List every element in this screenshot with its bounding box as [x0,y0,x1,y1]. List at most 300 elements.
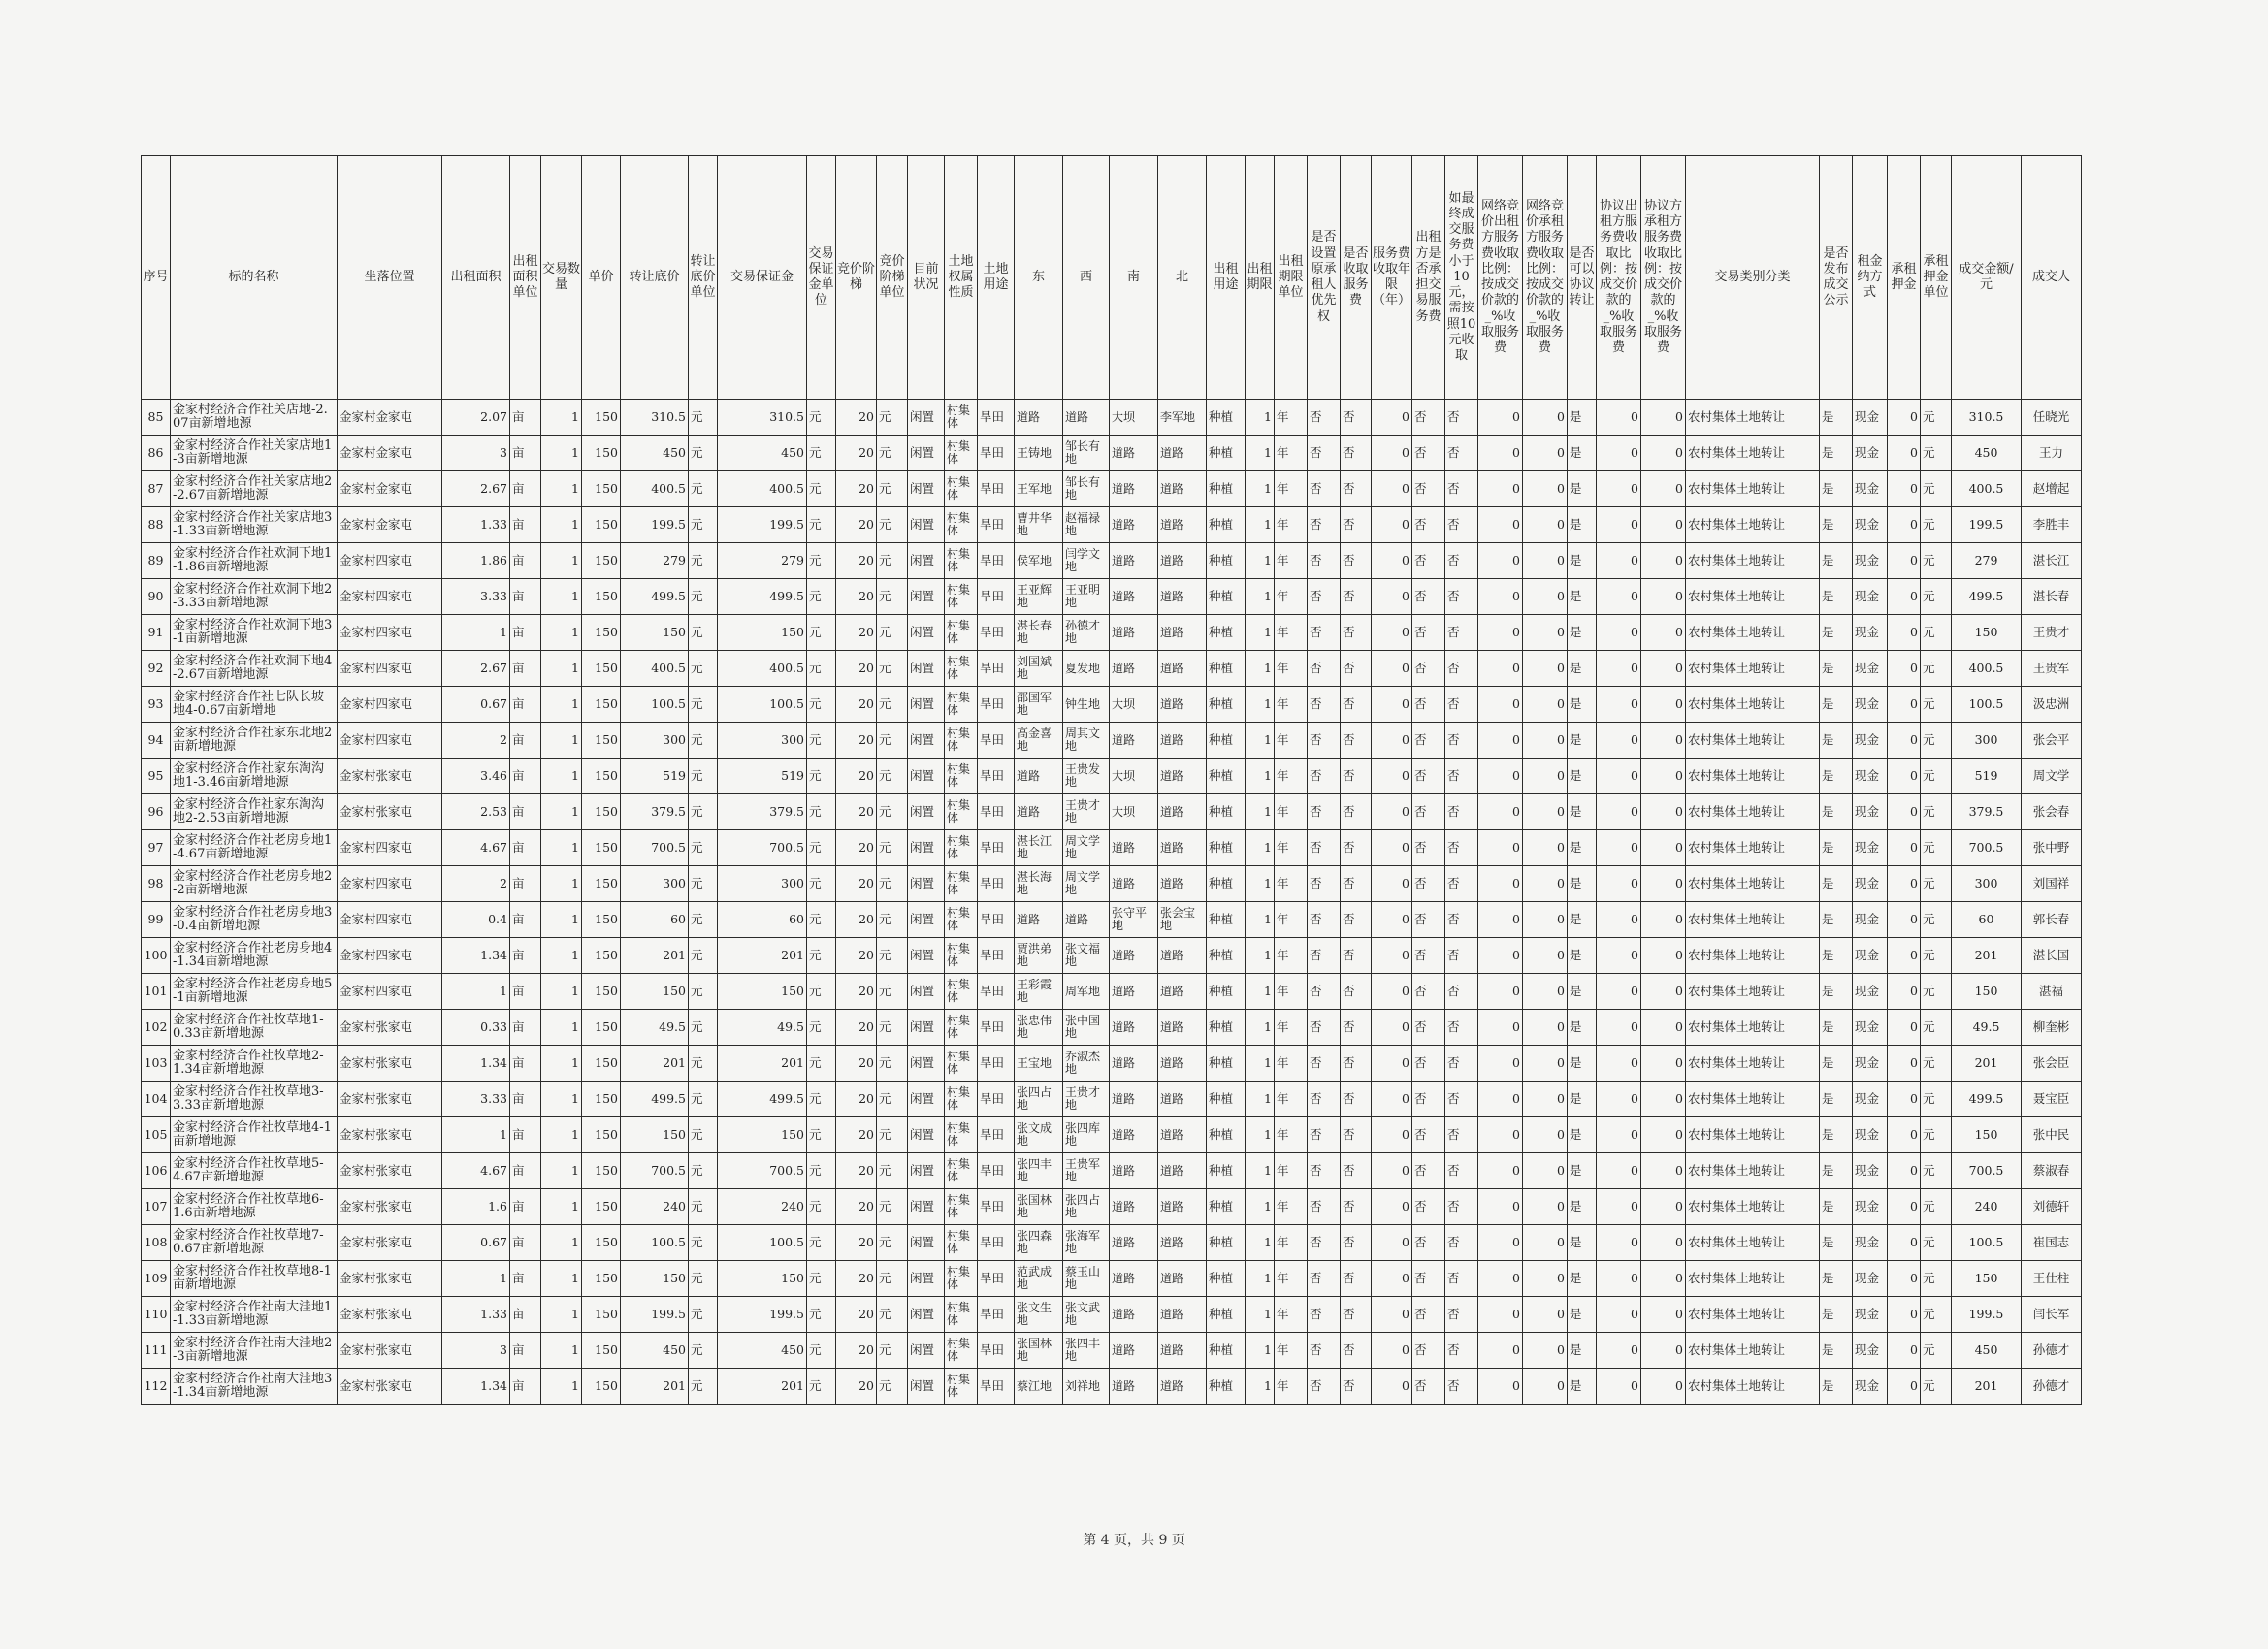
cell-north: 道路 [1158,830,1207,866]
cell-deposit-unit: 元 [807,866,836,902]
cell-area-unit: 亩 [510,507,541,543]
cell-deposit-amount: 0 [1888,938,1921,974]
cell-unit-price: 150 [582,651,621,687]
cell-name: 金家村经济合作社家东淘沟地1-3.46亩新增地源 [171,759,338,794]
cell-base-price: 300 [621,866,689,902]
cell-base-price-unit: 元 [689,1189,718,1225]
cell-category: 农村集体土地转让 [1686,1010,1820,1046]
cell-name: 金家村经济合作社七队长坡地4-0.67亩新增地 [171,687,338,723]
cell-east: 张国林地 [1015,1189,1063,1225]
cell-agreement-lessee-ratio: 0 [1641,400,1686,436]
cell-lease-term: 1 [1246,723,1275,759]
cell-buyer: 张会春 [2022,794,2082,830]
cell-lease-term-unit: 年 [1275,723,1308,759]
cell-ownership: 村集体 [945,615,978,651]
cell-buyer: 刘德轩 [2022,1189,2082,1225]
cell-south: 道路 [1110,1153,1158,1189]
cell-land-use: 旱田 [978,651,1015,687]
cell-land-use: 旱田 [978,1189,1015,1225]
cell-service-fee: 否 [1341,687,1372,723]
header-online-lessee-ratio: 网络竞价承租方服务费收取比例：按成交价款的_%收取服务费 [1523,156,1568,400]
cell-deal-amount: 199.5 [1952,1297,2022,1333]
cell-fee-years: 0 [1372,507,1412,543]
cell-tenant-priority: 否 [1308,1297,1341,1333]
cell-agreement-transfer: 是 [1568,436,1597,471]
cell-base-price: 49.5 [621,1010,689,1046]
cell-bid-step: 20 [836,902,877,938]
cell-min-fee: 否 [1445,759,1478,794]
cell-lease-term: 1 [1246,1153,1275,1189]
cell-agreement-transfer: 是 [1568,794,1597,830]
cell-lessor-fee: 否 [1412,1189,1445,1225]
cell-category: 农村集体土地转让 [1686,436,1820,471]
table-row [142,1153,2082,1189]
cell-status: 闲置 [908,1010,945,1046]
cell-status: 闲置 [908,1261,945,1297]
cell-deposit-unit: 元 [807,400,836,436]
cell-tenant-priority: 否 [1308,938,1341,974]
cell-agreement-lessee-ratio: 0 [1641,1082,1686,1117]
cell-lease-term: 1 [1246,1117,1275,1153]
cell-base-price-unit: 元 [689,1010,718,1046]
cell-base-price-unit: 元 [689,759,718,794]
cell-category: 农村集体土地转让 [1686,651,1820,687]
cell-tenant-priority: 否 [1308,1333,1341,1369]
cell-area: 0.67 [442,687,510,723]
cell-buyer: 蔡淑春 [2022,1153,2082,1189]
cell-lease-use: 种植 [1207,723,1246,759]
cell-west: 周军地 [1063,974,1110,1010]
cell-unit-price: 150 [582,1082,621,1117]
cell-agreement-lessor-ratio: 0 [1597,723,1641,759]
cell-west: 张文武地 [1063,1297,1110,1333]
cell-base-price-unit: 元 [689,579,718,615]
cell-category: 农村集体土地转让 [1686,866,1820,902]
cell-online-lessee-ratio: 0 [1523,759,1568,794]
cell-agreement-transfer: 是 [1568,866,1597,902]
cell-deposit-unit: 元 [807,1010,836,1046]
cell-north: 道路 [1158,1297,1207,1333]
cell-area: 2 [442,866,510,902]
cell-service-fee: 否 [1341,1225,1372,1261]
cell-agreement-lessee-ratio: 0 [1641,974,1686,1010]
cell-quantity: 1 [541,1117,582,1153]
cell-base-price-unit: 元 [689,866,718,902]
header-base-price: 转让底价 [621,156,689,400]
cell-service-fee: 否 [1341,543,1372,579]
cell-fee-years: 0 [1372,1261,1412,1297]
cell-base-price-unit: 元 [689,1333,718,1369]
cell-service-fee: 否 [1341,866,1372,902]
cell-min-fee: 否 [1445,615,1478,651]
cell-fee-years: 0 [1372,651,1412,687]
cell-publish-result: 是 [1820,1369,1853,1405]
cell-status: 闲置 [908,759,945,794]
cell-agreement-lessor-ratio: 0 [1597,902,1641,938]
cell-area-unit: 亩 [510,830,541,866]
cell-ownership: 村集体 [945,543,978,579]
cell-deposit-amount: 0 [1888,1117,1921,1153]
cell-lease-use: 种植 [1207,507,1246,543]
table-row [142,1333,2082,1369]
cell-min-fee: 否 [1445,1369,1478,1405]
cell-unit-price: 150 [582,794,621,830]
cell-service-fee: 否 [1341,507,1372,543]
cell-lessor-fee: 否 [1412,687,1445,723]
cell-quantity: 1 [541,866,582,902]
table-row [142,471,2082,507]
cell-deal-amount: 100.5 [1952,1225,2022,1261]
cell-ownership: 村集体 [945,866,978,902]
cell-agreement-lessor-ratio: 0 [1597,1261,1641,1297]
cell-north: 道路 [1158,1261,1207,1297]
cell-lessor-fee: 否 [1412,579,1445,615]
cell-east: 湛长江地 [1015,830,1063,866]
header-lease-use: 出租用途 [1207,156,1246,400]
cell-agreement-transfer: 是 [1568,1082,1597,1117]
cell-fee-years: 0 [1372,579,1412,615]
table-row [142,651,2082,687]
cell-deposit-amount: 0 [1888,723,1921,759]
cell-unit-price: 150 [582,687,621,723]
cell-agreement-lessor-ratio: 0 [1597,471,1641,507]
cell-bid-step: 20 [836,579,877,615]
cell-category: 农村集体土地转让 [1686,1225,1820,1261]
cell-deposit: 400.5 [718,651,807,687]
cell-deposit-amount: 0 [1888,902,1921,938]
cell-west: 王贵军地 [1063,1153,1110,1189]
cell-area-unit: 亩 [510,1225,541,1261]
cell-agreement-lessor-ratio: 0 [1597,1189,1641,1225]
cell-north: 道路 [1158,651,1207,687]
cell-fee-years: 0 [1372,1082,1412,1117]
cell-ownership: 村集体 [945,1297,978,1333]
table-row [142,400,2082,436]
cell-agreement-lessee-ratio: 0 [1641,543,1686,579]
cell-serial: 94 [142,723,171,759]
cell-publish-result: 是 [1820,794,1853,830]
cell-deposit: 700.5 [718,830,807,866]
cell-area: 4.67 [442,1153,510,1189]
cell-north: 道路 [1158,866,1207,902]
cell-north: 道路 [1158,687,1207,723]
cell-publish-result: 是 [1820,651,1853,687]
cell-deposit-amount: 0 [1888,974,1921,1010]
cell-tenant-priority: 否 [1308,902,1341,938]
cell-name: 金家村经济合作社老房身地2-2亩新增地源 [171,866,338,902]
cell-publish-result: 是 [1820,579,1853,615]
cell-south: 大坝 [1110,794,1158,830]
cell-east: 张文生地 [1015,1297,1063,1333]
cell-bid-step-unit: 元 [877,1153,908,1189]
cell-land-use: 旱田 [978,543,1015,579]
cell-agreement-lessee-ratio: 0 [1641,1297,1686,1333]
cell-serial: 102 [142,1010,171,1046]
cell-name: 金家村经济合作社牧草地8-1亩新增地源 [171,1261,338,1297]
cell-serial: 87 [142,471,171,507]
cell-deposit-amount: 0 [1888,1189,1921,1225]
cell-agreement-lessee-ratio: 0 [1641,1189,1686,1225]
cell-east: 张四占地 [1015,1082,1063,1117]
cell-agreement-lessor-ratio: 0 [1597,543,1641,579]
cell-location: 金家村四家屯 [338,543,442,579]
cell-buyer: 闫长军 [2022,1297,2082,1333]
cell-base-price: 400.5 [621,471,689,507]
cell-base-price: 150 [621,974,689,1010]
cell-service-fee: 否 [1341,436,1372,471]
cell-agreement-transfer: 是 [1568,687,1597,723]
table-row [142,1225,2082,1261]
cell-quantity: 1 [541,1333,582,1369]
cell-unit-price: 150 [582,543,621,579]
cell-base-price-unit: 元 [689,794,718,830]
cell-category: 农村集体土地转让 [1686,1082,1820,1117]
cell-quantity: 1 [541,759,582,794]
cell-bid-step: 20 [836,723,877,759]
cell-bid-step: 20 [836,1225,877,1261]
cell-unit-price: 150 [582,507,621,543]
cell-bid-step: 20 [836,938,877,974]
cell-name: 金家村经济合作社关家店地3-1.33亩新增地源 [171,507,338,543]
cell-area: 1.34 [442,938,510,974]
cell-ownership: 村集体 [945,436,978,471]
cell-ownership: 村集体 [945,1117,978,1153]
cell-online-lessor-ratio: 0 [1478,902,1523,938]
header-deposit-amount-unit: 承租押金单位 [1921,156,1952,400]
cell-publish-result: 是 [1820,400,1853,436]
cell-fee-years: 0 [1372,1369,1412,1405]
cell-ownership: 村集体 [945,651,978,687]
cell-fee-years: 0 [1372,866,1412,902]
cell-lease-term-unit: 年 [1275,974,1308,1010]
cell-location: 金家村四家屯 [338,687,442,723]
cell-quantity: 1 [541,974,582,1010]
cell-quantity: 1 [541,794,582,830]
cell-lease-term-unit: 年 [1275,794,1308,830]
cell-deposit-amount: 0 [1888,1010,1921,1046]
cell-area: 1.34 [442,1046,510,1082]
cell-area-unit: 亩 [510,1010,541,1046]
cell-status: 闲置 [908,543,945,579]
cell-base-price-unit: 元 [689,400,718,436]
cell-buyer: 湛长春 [2022,579,2082,615]
cell-agreement-lessee-ratio: 0 [1641,1117,1686,1153]
cell-deposit-amount: 0 [1888,759,1921,794]
cell-status: 闲置 [908,866,945,902]
cell-bid-step-unit: 元 [877,1117,908,1153]
cell-east: 道路 [1015,759,1063,794]
cell-deposit-unit: 元 [807,1261,836,1297]
cell-lease-term: 1 [1246,1046,1275,1082]
cell-agreement-lessor-ratio: 0 [1597,1082,1641,1117]
cell-deal-amount: 150 [1952,615,2022,651]
cell-deposit: 499.5 [718,1082,807,1117]
cell-deal-amount: 400.5 [1952,651,2022,687]
cell-west: 夏发地 [1063,651,1110,687]
header-lessor-fee: 出租方是否承担交易服务费 [1412,156,1445,400]
cell-deposit-unit: 元 [807,1225,836,1261]
cell-bid-step: 20 [836,1153,877,1189]
cell-agreement-transfer: 是 [1568,1010,1597,1046]
cell-north: 道路 [1158,1333,1207,1369]
cell-buyer: 汲忠洲 [2022,687,2082,723]
cell-base-price-unit: 元 [689,687,718,723]
cell-location: 金家村金家屯 [338,471,442,507]
cell-agreement-lessee-ratio: 0 [1641,1333,1686,1369]
cell-name: 金家村经济合作社老房身地5-1亩新增地源 [171,974,338,1010]
cell-deposit-unit: 元 [807,759,836,794]
cell-bid-step: 20 [836,471,877,507]
cell-bid-step-unit: 元 [877,974,908,1010]
cell-lease-use: 种植 [1207,1225,1246,1261]
cell-deposit: 310.5 [718,400,807,436]
cell-agreement-transfer: 是 [1568,1297,1597,1333]
cell-ownership: 村集体 [945,723,978,759]
table-row [142,1261,2082,1297]
cell-service-fee: 否 [1341,794,1372,830]
cell-name: 金家村经济合作社牧草地7-0.67亩新增地源 [171,1225,338,1261]
cell-ownership: 村集体 [945,1153,978,1189]
cell-online-lessor-ratio: 0 [1478,1333,1523,1369]
cell-publish-result: 是 [1820,471,1853,507]
cell-lease-use: 种植 [1207,830,1246,866]
cell-south: 道路 [1110,1010,1158,1046]
cell-base-price-unit: 元 [689,974,718,1010]
header-west: 西 [1063,156,1110,400]
cell-lease-use: 种植 [1207,471,1246,507]
cell-east: 湛长海地 [1015,866,1063,902]
cell-category: 农村集体土地转让 [1686,615,1820,651]
cell-min-fee: 否 [1445,436,1478,471]
cell-online-lessor-ratio: 0 [1478,1297,1523,1333]
cell-online-lessee-ratio: 0 [1523,1046,1568,1082]
cell-west: 张中国地 [1063,1010,1110,1046]
cell-location: 金家村张家屯 [338,1333,442,1369]
cell-base-price: 700.5 [621,830,689,866]
cell-lessor-fee: 否 [1412,1117,1445,1153]
table-row [142,436,2082,471]
cell-fee-years: 0 [1372,615,1412,651]
cell-land-use: 旱田 [978,507,1015,543]
cell-publish-result: 是 [1820,687,1853,723]
cell-deposit-unit: 元 [807,723,836,759]
cell-agreement-lessee-ratio: 0 [1641,471,1686,507]
cell-serial: 104 [142,1082,171,1117]
cell-area-unit: 亩 [510,938,541,974]
header-serial: 序号 [142,156,171,400]
header-base-price-unit: 转让底价单位 [689,156,718,400]
cell-tenant-priority: 否 [1308,436,1341,471]
cell-min-fee: 否 [1445,723,1478,759]
cell-deposit: 519 [718,759,807,794]
cell-east: 王军地 [1015,471,1063,507]
cell-agreement-lessor-ratio: 0 [1597,1333,1641,1369]
cell-status: 闲置 [908,1225,945,1261]
cell-lease-term: 1 [1246,1369,1275,1405]
cell-deal-amount: 300 [1952,723,2022,759]
cell-deal-amount: 201 [1952,938,2022,974]
cell-deposit-amount-unit: 元 [1921,723,1952,759]
cell-category: 农村集体土地转让 [1686,471,1820,507]
cell-area-unit: 亩 [510,651,541,687]
cell-location: 金家村张家屯 [338,1082,442,1117]
cell-publish-result: 是 [1820,1117,1853,1153]
cell-deposit: 199.5 [718,507,807,543]
cell-deposit-unit: 元 [807,830,836,866]
cell-name: 金家村经济合作社欢洞下地1-1.86亩新增地源 [171,543,338,579]
cell-land-use: 旱田 [978,830,1015,866]
cell-category: 农村集体土地转让 [1686,938,1820,974]
cell-base-price-unit: 元 [689,1261,718,1297]
cell-location: 金家村张家屯 [338,1369,442,1405]
cell-quantity: 1 [541,471,582,507]
cell-south: 道路 [1110,543,1158,579]
cell-tenant-priority: 否 [1308,723,1341,759]
cell-online-lessor-ratio: 0 [1478,651,1523,687]
cell-buyer: 周文学 [2022,759,2082,794]
cell-fee-years: 0 [1372,1225,1412,1261]
cell-agreement-lessee-ratio: 0 [1641,866,1686,902]
cell-east: 刘国斌地 [1015,651,1063,687]
cell-publish-result: 是 [1820,1010,1853,1046]
header-tenant-priority: 是否设置原承租人优先权 [1308,156,1341,400]
cell-deal-amount: 400.5 [1952,471,2022,507]
cell-agreement-lessor-ratio: 0 [1597,651,1641,687]
cell-base-price: 150 [621,1117,689,1153]
cell-payment-method: 现金 [1853,1010,1888,1046]
cell-bid-step-unit: 元 [877,1369,908,1405]
cell-agreement-lessee-ratio: 0 [1641,436,1686,471]
cell-service-fee: 否 [1341,400,1372,436]
cell-west: 王亚明地 [1063,579,1110,615]
cell-name: 金家村经济合作社关店地-2.07亩新增地源 [171,400,338,436]
cell-bid-step-unit: 元 [877,866,908,902]
cell-lessor-fee: 否 [1412,651,1445,687]
cell-bid-step: 20 [836,687,877,723]
cell-east: 张四森地 [1015,1225,1063,1261]
cell-payment-method: 现金 [1853,1369,1888,1405]
cell-buyer: 孙德才 [2022,1333,2082,1369]
cell-ownership: 村集体 [945,1261,978,1297]
cell-publish-result: 是 [1820,1225,1853,1261]
cell-min-fee: 否 [1445,902,1478,938]
table-body [142,400,2082,1405]
header-bid-step: 竞价阶梯 [836,156,877,400]
cell-status: 闲置 [908,507,945,543]
cell-south: 道路 [1110,1333,1158,1369]
cell-online-lessee-ratio: 0 [1523,1261,1568,1297]
cell-deposit-amount-unit: 元 [1921,1117,1952,1153]
cell-min-fee: 否 [1445,651,1478,687]
cell-agreement-lessor-ratio: 0 [1597,830,1641,866]
cell-base-price: 240 [621,1189,689,1225]
cell-agreement-lessor-ratio: 0 [1597,1010,1641,1046]
cell-service-fee: 否 [1341,1189,1372,1225]
table-row [142,579,2082,615]
cell-bid-step: 20 [836,866,877,902]
cell-base-price-unit: 元 [689,1225,718,1261]
cell-buyer: 张中民 [2022,1117,2082,1153]
cell-quantity: 1 [541,1261,582,1297]
cell-payment-method: 现金 [1853,1117,1888,1153]
cell-base-price: 379.5 [621,794,689,830]
cell-online-lessor-ratio: 0 [1478,866,1523,902]
cell-area: 1 [442,974,510,1010]
header-category: 交易类别分类 [1686,156,1820,400]
cell-unit-price: 150 [582,471,621,507]
cell-bid-step: 20 [836,615,877,651]
cell-bid-step-unit: 元 [877,651,908,687]
